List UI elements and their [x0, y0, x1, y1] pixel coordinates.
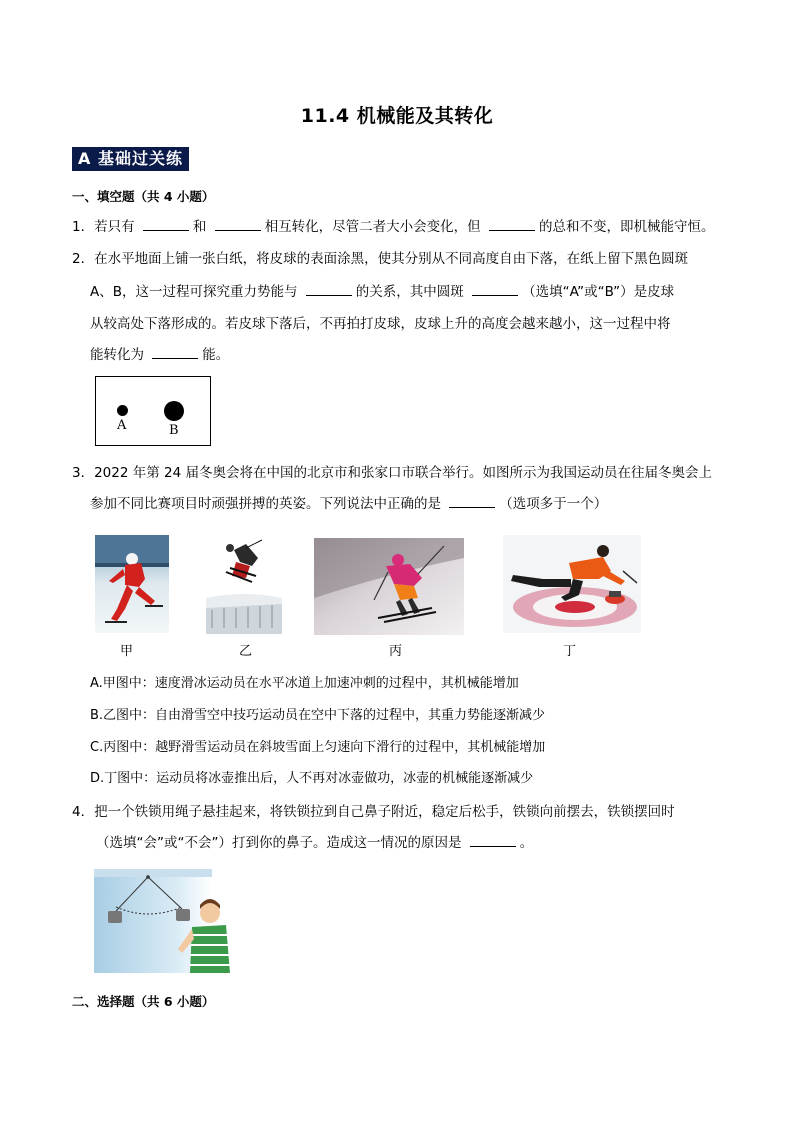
photo-downhill-skier: [314, 538, 464, 635]
q1-suffix: 的总和不变，即机械能守恒。: [538, 219, 715, 235]
caption-yi: 乙: [239, 644, 253, 659]
q2-line4-b: 能。: [202, 347, 230, 363]
q4-line2-a: （选填“会”或“不会”）打到你的鼻子。造成这一情况的原因是: [96, 835, 466, 851]
q2-blank-1[interactable]: [306, 282, 352, 296]
photo-speed-skater: [95, 535, 169, 633]
q1-blank-2[interactable]: [215, 217, 261, 231]
q4-blank-2[interactable]: [470, 833, 516, 847]
q2-blank-2[interactable]: [472, 282, 518, 296]
q1-mid2: 相互转化，尽管二者大小会变化，但: [264, 219, 485, 235]
q3-line-2: [90, 494, 607, 514]
speed-skater-illustration: [95, 535, 169, 633]
q2-line4-a: 能转化为: [90, 347, 149, 363]
q3-line2-a: 参加不同比赛项目时顽强拼搏的英姿。下列说法中正确的是: [90, 496, 446, 512]
q3-option-c: C.丙图中：越野滑雪运动员在斜坡雪面上匀速向下滑行的过程中，其机械能增加: [90, 740, 546, 755]
q2-line2-c: （选填“A”或“B”）是皮球: [522, 284, 675, 300]
spot-a-label: A: [117, 418, 127, 433]
photo-aerial-skier: [206, 538, 282, 634]
q2-line-1: 2．在水平地面上铺一张白纸，将皮球的表面涂黑，使其分别从不同高度自由下落，在纸上留下黑色圆斑: [72, 251, 689, 267]
caption-jia: 甲: [120, 644, 134, 659]
page-title: 11.4 机械能及其转化: [300, 105, 494, 127]
pendulum-illustration: [94, 869, 236, 973]
q4-blank-1[interactable]: [80, 834, 92, 847]
q3-option-a: A.甲图中：速度滑冰运动员在水平冰道上加速冲刺的过程中，其机械能增加: [90, 676, 519, 691]
caption-bing: 丙: [389, 644, 403, 659]
part1-heading: 一、填空题（共 4 小题）: [72, 189, 215, 204]
spot-b-dot: [164, 401, 184, 421]
q3-line-1: 3．2022 年第 24 届冬奥会将在中国的北京市和张家口市联合举行。如图所示为我国运动员在往届冬奥会上: [72, 465, 712, 481]
q2-blank-3[interactable]: [152, 345, 198, 359]
q2-line2-b: 的关系，其中圆斑: [355, 284, 469, 300]
q2-line-4: [90, 345, 229, 365]
q4-line-1: 4．把一个铁锁用绳子悬挂起来，将铁锁拉到自己鼻子附近，稳定后松手，铁锁向前摆去，铁锁摆回时: [72, 804, 675, 820]
q2-line-2: [90, 282, 674, 302]
downhill-skier-illustration: [314, 538, 464, 635]
q4-line-2: [80, 833, 533, 853]
section-badge: A 基础过关练: [72, 147, 189, 171]
q3-line2-b: （选项多于一个）: [499, 496, 608, 512]
photo-curler: [503, 535, 641, 633]
q3-blank[interactable]: [449, 494, 495, 508]
q3-option-d: D.丁图中：运动员将冰壶推出后，人不再对冰壶做功，冰壶的机械能逐渐减少: [90, 771, 534, 786]
part2-heading: 二、选择题（共 6 小题）: [72, 994, 215, 1009]
aerial-skier-illustration: [206, 538, 282, 634]
q1-blank-1[interactable]: [143, 217, 189, 231]
q3-option-b: B.乙图中：自由滑雪空中技巧运动员在空中下落的过程中，其重力势能逐渐减少: [90, 708, 546, 723]
spot-figure-frame: [95, 376, 211, 446]
pendulum-figure: [94, 869, 236, 973]
q4-line2-b: 。: [519, 835, 534, 851]
curler-illustration: [503, 535, 641, 633]
q2-line-3: 从较高处下落形成的。若皮球下落后，不再拍打皮球，皮球上升的高度会越来越小，这一过程中将: [90, 316, 671, 332]
q1-mid1: 和: [192, 219, 211, 235]
question-1: [72, 217, 714, 237]
spot-a-dot: [117, 405, 128, 416]
spot-b-label: B: [169, 423, 179, 438]
caption-ding: 丁: [563, 644, 577, 659]
q2-line2-a: A、B，这一过程可探究重力势能与: [90, 284, 302, 300]
q1-prefix: 1．若只有: [72, 219, 139, 235]
q1-blank-3[interactable]: [489, 217, 535, 231]
